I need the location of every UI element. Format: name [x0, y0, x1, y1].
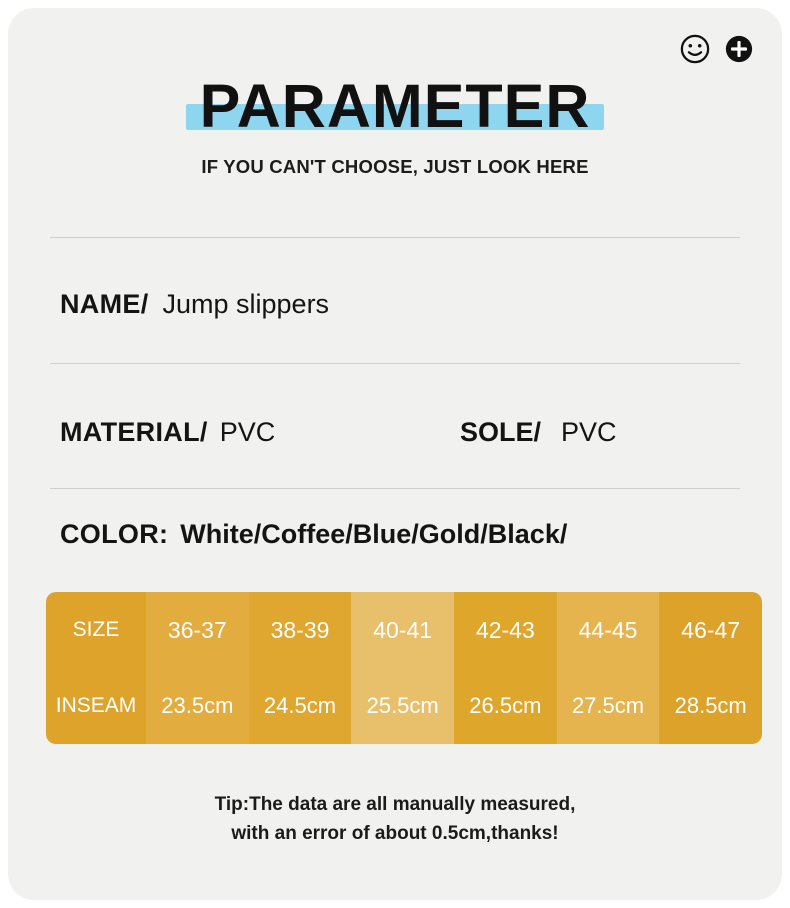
size-value: 36-37 — [167, 616, 227, 643]
inseam-value: 24.5cm — [263, 693, 337, 718]
color-label: COLOR: — [60, 519, 169, 549]
parameter-card — [8, 8, 782, 900]
inseam-row-label: INSEAM — [55, 694, 137, 717]
size-table-column — [659, 592, 762, 744]
name-label: NAME/ — [60, 289, 149, 319]
detail-row-material — [60, 417, 275, 448]
title-text: PARAMETER — [199, 72, 591, 140]
inseam-value: 28.5cm — [674, 693, 747, 718]
inseam-value: 27.5cm — [571, 693, 645, 718]
top-icon-group — [680, 34, 754, 64]
detail-row-name — [60, 289, 329, 320]
size-value: 42-43 — [475, 616, 535, 643]
inseam-value: 26.5cm — [469, 693, 542, 718]
color-value: White/Coffee/Blue/Gold/Black/ — [180, 519, 568, 549]
tip-line-1: Tip:The data are all manually measured, — [214, 794, 576, 815]
detail-row-color — [60, 519, 567, 550]
divider — [50, 237, 740, 238]
size-table-column — [454, 592, 557, 744]
tip-line-2: with an error of about 0.5cm,thanks! — [231, 822, 559, 844]
size-table-column — [351, 592, 454, 744]
page-subtitle: IF YOU CAN'T CHOOSE, JUST LOOK HERE — [201, 156, 589, 177]
inseam-value: 25.5cm — [366, 693, 439, 718]
plus-icon[interactable] — [724, 34, 754, 64]
tip-note — [8, 791, 782, 848]
size-value: 38-39 — [270, 616, 330, 643]
size-row-label: SIZE — [72, 618, 120, 641]
size-value: 40-41 — [373, 616, 433, 643]
material-value: PVC — [219, 417, 276, 447]
size-table — [46, 592, 762, 744]
size-table-label-column — [46, 592, 146, 744]
size-value: 46-47 — [681, 616, 741, 643]
sole-value: PVC — [561, 417, 617, 447]
size-table-column — [249, 592, 352, 744]
sole-label: SOLE/ — [460, 417, 542, 447]
inseam-value: 23.5cm — [161, 693, 234, 718]
divider — [50, 488, 740, 489]
page-title — [8, 74, 782, 138]
detail-row-sole — [460, 417, 617, 448]
divider — [50, 363, 740, 364]
size-table-column — [146, 592, 249, 744]
size-table-column — [557, 592, 660, 744]
material-label: MATERIAL/ — [60, 417, 208, 447]
smiley-icon[interactable] — [680, 34, 710, 64]
size-value: 44-45 — [578, 616, 638, 643]
name-value: Jump slippers — [162, 289, 330, 319]
